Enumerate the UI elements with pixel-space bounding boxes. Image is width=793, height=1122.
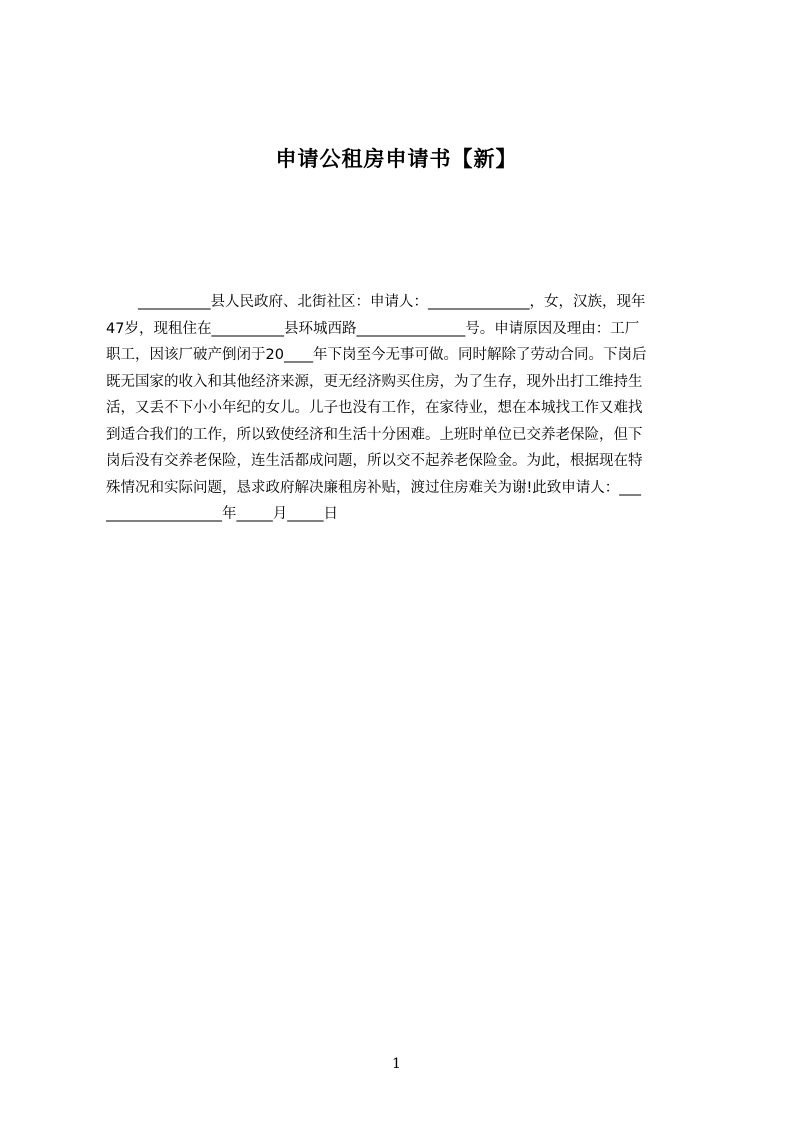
body-line: 殊情况和实际问题，恳求政府解决廉租房补贴，渡过住房难关为谢!此致申请人：___ — [106, 479, 642, 496]
body-line: 活，又丢不下小小年纪的女儿。儿子也没有工作，在家待业，想在本城找工作又难找 — [106, 400, 643, 416]
body-line: 职工，因该厂破产倒闭于20____年下岗至今无事可做。同时解除了劳动合同。下岗后 — [106, 347, 647, 363]
body-line: __________县人民政府、北街社区：申请人：______________，女，汉族，现年 — [138, 294, 646, 310]
body-line: 到适合我们的工作，所以致使经济和生活十分困难。上班时单位已交养老保险，但下 — [106, 426, 643, 443]
body-line: 47岁，现租住在__________县环城西路_______________号。申请原因及理由：工厂 — [106, 320, 640, 337]
body-line: 既无国家的收入和其他经济来源，更无经济购买住房，为了生存，现外出打工维持生 — [106, 373, 643, 390]
body-line: ________________年_____月_____日 — [106, 506, 338, 522]
body-line: 岗后没有交养老保险，连生活都成问题，所以交不起养老保险金。为此，根据现在特 — [106, 453, 643, 469]
page-number: 1 — [392, 1056, 401, 1072]
application-body — [106, 289, 698, 528]
page-title: 申请公租房申请书【新】 — [275, 147, 518, 171]
